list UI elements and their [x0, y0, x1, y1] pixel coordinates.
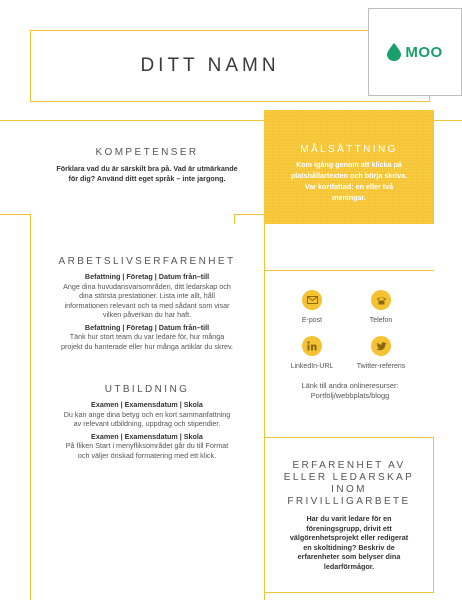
experience-section [34, 256, 260, 351]
divider-line [30, 214, 31, 600]
text-line: meningar. [332, 193, 366, 202]
contact-label: Twitter-referens [356, 363, 406, 370]
text-line: vilken påverkan du har haft. [102, 310, 192, 319]
linkedin-icon [302, 336, 322, 356]
page-title: DITT NAMN [140, 55, 280, 76]
text-line: erfarenheter som belyser dina [297, 552, 401, 561]
section-title: ARBETSLIVSERFARENHET [58, 256, 236, 267]
contact-linkedin[interactable] [272, 336, 352, 370]
education-heading: Examen | Examensdatum | Skola [91, 400, 203, 409]
logo-text: MOO [405, 43, 443, 61]
text-line: Kom igång genom att klicka på [296, 160, 402, 169]
contact-email[interactable] [272, 290, 352, 324]
text-line: Du kan ange dina betyg och en kort sammanfattning [63, 409, 231, 419]
text-line: På fliken Start i menyfliksområdet går du till Format [65, 441, 229, 450]
divider-line [0, 120, 264, 121]
logo [368, 8, 462, 96]
text-line: och väljer önskad formatering med ett klick. [77, 450, 217, 460]
text-line: Portfölj/webbplats/blogg [310, 391, 390, 400]
contact-label: LinkedIn-URL [290, 363, 334, 370]
text-line: en skoltidning? Beskriv de [303, 542, 395, 552]
section-title: ERFARENHET AV [292, 460, 406, 471]
divider-line [234, 214, 264, 215]
divider-line [265, 270, 434, 271]
section-title: MÅLSÄTTNING [300, 144, 398, 155]
text-line: för dig? Använd ditt eget språk – inte jargong. [68, 173, 226, 183]
contact-twitter[interactable] [341, 336, 421, 370]
divider-line [234, 214, 235, 224]
text-line: Länk till andra onlineresurser: [301, 381, 399, 390]
twitter-icon [371, 336, 391, 356]
education-heading: Examen | Examensdatum | Skola [91, 431, 203, 441]
text-line: informationen relevant och ta med sådant som visar [64, 300, 230, 310]
section-title: INOM [331, 484, 367, 495]
contact-label: E-post [301, 317, 323, 324]
education-section [34, 384, 260, 460]
volunteer-section [264, 437, 434, 593]
section-title: ELLER LEDARSKAP [283, 472, 415, 483]
objective-section [264, 110, 434, 224]
text-line: ledarförmågor. [323, 561, 375, 571]
text-line: Har du varit ledare för en [306, 514, 392, 523]
text-line: föreningsgrupp, drivit ett [306, 523, 392, 533]
section-title: UTBILDNING [104, 384, 190, 395]
contact-phone[interactable] [341, 290, 421, 324]
job-heading: Befattning | Företag | Datum från–till [84, 272, 210, 281]
skills-section [36, 147, 258, 183]
text-line: Var kortfattad: en eller två [304, 182, 394, 191]
text-line: Förklara vad du är särskilt bra på. Vad är utmärkande [56, 164, 238, 173]
divider-line [434, 120, 462, 121]
online-links[interactable] [270, 381, 430, 401]
divider-line [0, 214, 30, 215]
phone-icon [371, 290, 391, 310]
text-line: projekt du hanterade eller hur många artiklar du skrev. [60, 341, 234, 351]
job-heading: Befattning | Företag | Datum från–till [84, 322, 210, 332]
section-title: KOMPETENSER [95, 147, 199, 158]
contact-label: Telefon [369, 317, 393, 324]
drop-icon [387, 43, 401, 61]
text-line: Tänk hur stort team du var ledare för, hur många [69, 332, 225, 341]
text-line: välgörenhetsprojekt eller redigerat [289, 533, 409, 542]
text-line: dina största prestationer. Lista inte allt, håll [79, 291, 215, 300]
section-title: FRIVILLIGARBETE [287, 496, 411, 507]
text-line: platshållartexten och börja skriva. [290, 171, 408, 180]
text-line: Ange dina huvudansvarsområden, ditt ledarskap och [63, 281, 231, 291]
text-line: av relevant utbildning, uppdrag och stipendier. [73, 419, 221, 428]
envelope-icon [302, 290, 322, 310]
